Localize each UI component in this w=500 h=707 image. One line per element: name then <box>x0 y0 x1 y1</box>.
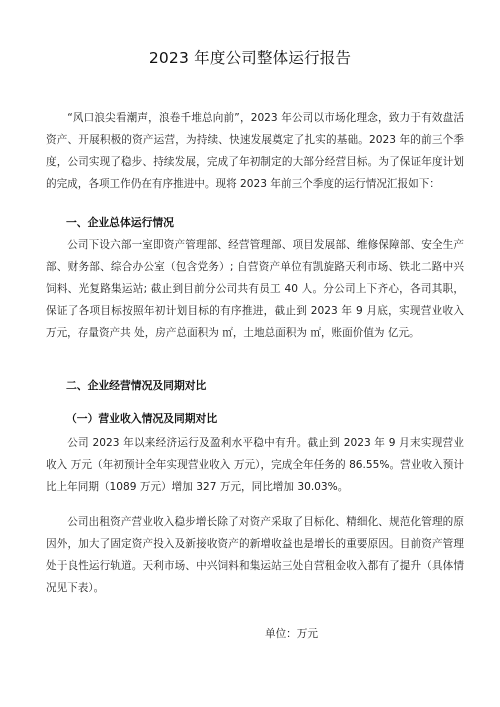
document-title: 2023 年度公司整体运行报告 <box>148 49 352 67</box>
unit-label: 单位：万元 <box>265 628 318 640</box>
intro-paragraph: “风口浪尖看潮声，浪卷千堆总向前”，2023 年公司以市场化理念，致力于有效盘活资产、开展积极的资产运营，为持续、快速发展奠定了扎实的基础。2023 年的前三个季度，公司实现了稳步、持续发展，完成了年初制定的大部分经营目标。为了保证年度计划的完成，各项工作仍在有序推进中。现将 2023 年前三个季度的运行情况汇报如下： <box>46 112 464 190</box>
section-heading-overall: 一、企业总体运行情况 <box>66 216 174 229</box>
section-heading-business: 二、企业经营情况及同期对比 <box>66 379 207 392</box>
rental-income-paragraph: 公司出租资产营业收入稳步增长除了对资产采取了目标化、精细化、规范化管理的原因外，加大了固定资产投入及新接收资产的新增收益也是增长的重要原因。目前资产管理处于良性运行轨道。天利市场、中兴饲料和集运站三处自营租金收入都有了提升（具体情况见下表）。 <box>46 516 464 594</box>
section-overall-paragraph: 公司下设六部一室即资产管理部、经营管理部、项目发展部、维修保障部、安全生产部、财务部、综合办公室（包含党务）; 自营资产单位有凯旋路天利市场、铁北二路中兴饲料、光复路集运站; 截止到目前分公司共有员工 40 人。分公司上下齐心，各司其职，保证了各项目标按照年初计划目标的有序推进，截止到 2023 年 9 月底，实现营业收入 万元，存量资产共 处，房产总面积为 ㎡，土地总面积为 ㎡，账面价值为 亿元。 <box>46 239 464 339</box>
subsection-heading-revenue: （一）营业收入情况及同期对比 <box>66 412 218 425</box>
revenue-paragraph: 公司 2023 年以来经济运行及盈利水平稳中有升。截止到 2023 年 9 月末实现营业收入 万元（年初预计全年实现营业收入 万元），完成全年任务的 86.55%。营业收入预计比上年同期（1089 万元）增加 327 万元，同比增加 30.03%。 <box>46 437 464 493</box>
